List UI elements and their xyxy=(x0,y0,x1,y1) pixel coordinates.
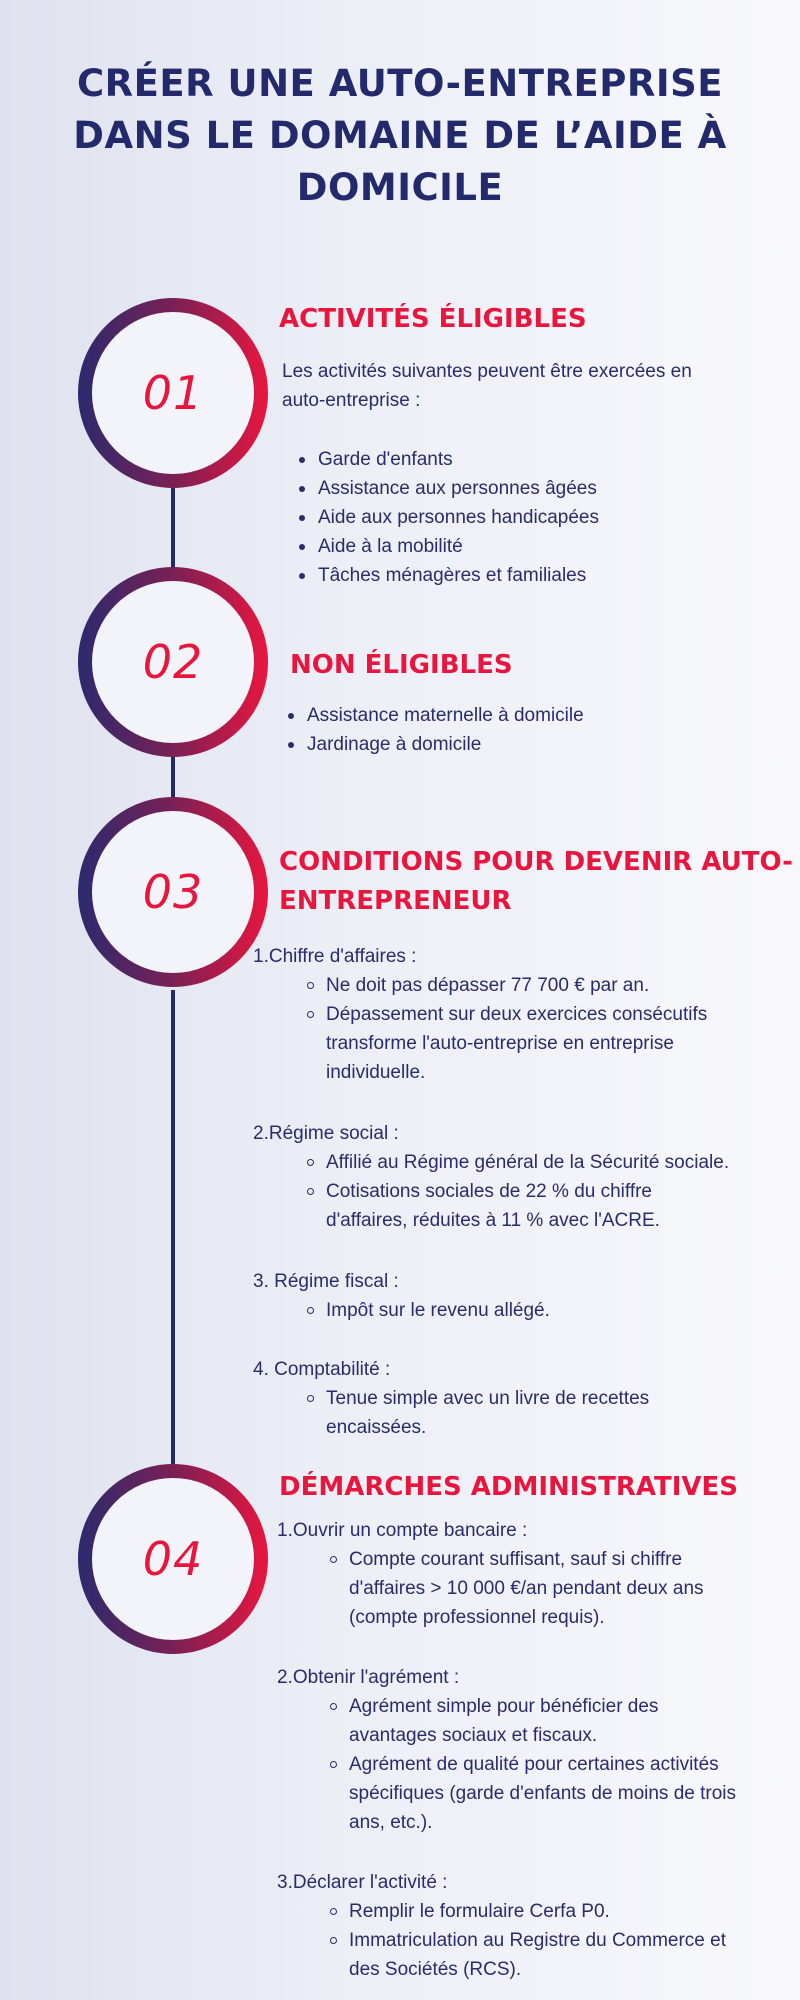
step-3-group-1 xyxy=(253,942,707,1087)
step-3-heading-line-1: CONDITIONS POUR DEVENIR AUTO- xyxy=(279,847,793,877)
step-4-heading: DÉMARCHES ADMINISTRATIVES xyxy=(279,1472,739,1502)
step-4-group-3 xyxy=(277,1868,726,1984)
group-list xyxy=(277,1545,704,1632)
list-item: Dépassement sur deux exercices consécutifs transforme l'auto-entreprise en entreprise individuelle. xyxy=(326,1000,707,1087)
step-1-heading: ACTIVITÉS ÉLIGIBLES xyxy=(279,304,587,334)
step-2-heading: NON ÉLIGIBLES xyxy=(290,650,513,680)
group-list xyxy=(277,1692,736,1837)
list-item: Aide à la mobilité xyxy=(318,532,599,561)
list-item: Jardinage à domicile xyxy=(307,730,584,759)
step-3-heading-line-2: ENTREPRENEUR xyxy=(279,886,512,916)
step-1-list xyxy=(318,445,599,590)
group-list xyxy=(253,1296,550,1325)
step-4-number: 04 xyxy=(142,1532,204,1586)
list-item: Assistance aux personnes âgées xyxy=(318,474,599,503)
timeline-connector-3 xyxy=(171,990,175,1470)
group-label: 3.Déclarer l'activité : xyxy=(277,1872,448,1893)
list-item: Assistance maternelle à domicile xyxy=(307,701,584,730)
step-4-group-2 xyxy=(277,1663,736,1837)
group-list xyxy=(253,1384,649,1442)
list-item: Agrément simple pour bénéficier des avantages sociaux et fiscaux. xyxy=(349,1692,736,1750)
group-label: 3. Régime fiscal : xyxy=(253,1271,399,1292)
list-item: Ne doit pas dépasser 77 700 € par an. xyxy=(326,971,707,1000)
step-3-group-4 xyxy=(253,1355,649,1442)
step-3-circle xyxy=(78,797,268,987)
group-label: 1.Chiffre d'affaires : xyxy=(253,946,417,967)
step-3-group-2 xyxy=(253,1119,729,1235)
list-item: Garde d'enfants xyxy=(318,445,599,474)
group-label: 1.Ouvrir un compte bancaire : xyxy=(277,1520,528,1541)
list-item: Immatriculation au Registre du Commerce et des Sociétés (RCS). xyxy=(349,1926,726,1984)
step-3-group-3 xyxy=(253,1267,550,1325)
step-4-circle xyxy=(78,1464,268,1654)
step-1-intro-line-1: Les activités suivantes peuvent être exercées en xyxy=(282,361,692,382)
step-1-circle xyxy=(78,298,268,488)
title-line-1: CRÉER UNE AUTO-ENTREPRISE xyxy=(76,62,724,105)
list-item: Remplir le formulaire Cerfa P0. xyxy=(349,1897,726,1926)
group-list xyxy=(253,1148,729,1235)
page-title xyxy=(60,58,740,214)
timeline-connector-1 xyxy=(171,486,175,570)
list-item: Agrément de qualité pour certaines activités spécifiques (garde d'enfants de moins de trois ans, etc.). xyxy=(349,1750,736,1837)
title-line-3: DOMICILE xyxy=(296,166,504,209)
step-2-circle xyxy=(78,567,268,757)
list-item: Tenue simple avec un livre de recettes encaissées. xyxy=(326,1384,649,1442)
step-2-list xyxy=(307,701,584,759)
step-4-group-1 xyxy=(277,1516,704,1632)
list-item: Aide aux personnes handicapées xyxy=(318,503,599,532)
group-label: 2.Régime social : xyxy=(253,1123,399,1144)
list-item: Affilié au Régime général de la Sécurité sociale. xyxy=(326,1148,729,1177)
list-item: Cotisations sociales de 22 % du chiffre d'affaires, réduites à 11 % avec l'ACRE. xyxy=(326,1177,729,1235)
group-label: 4. Comptabilité : xyxy=(253,1359,391,1380)
list-item: Impôt sur le revenu allégé. xyxy=(326,1296,550,1325)
step-1-intro xyxy=(282,357,692,415)
step-1-number: 01 xyxy=(142,366,204,420)
list-item: Compte courant suffisant, sauf si chiffre d'affaires > 10 000 €/an pendant deux ans (compte professionnel requis). xyxy=(349,1545,704,1632)
step-3-number: 03 xyxy=(142,865,204,919)
step-3-heading xyxy=(279,843,793,921)
step-2-number: 02 xyxy=(142,635,204,689)
step-1-intro-line-2: auto-entreprise : xyxy=(282,390,421,411)
group-list xyxy=(253,971,707,1087)
list-item: Tâches ménagères et familiales xyxy=(318,561,599,590)
group-list xyxy=(277,1897,726,1984)
group-label: 2.Obtenir l'agrément : xyxy=(277,1667,460,1688)
title-line-2: DANS LE DOMAINE DE L’AIDE À xyxy=(73,114,727,157)
